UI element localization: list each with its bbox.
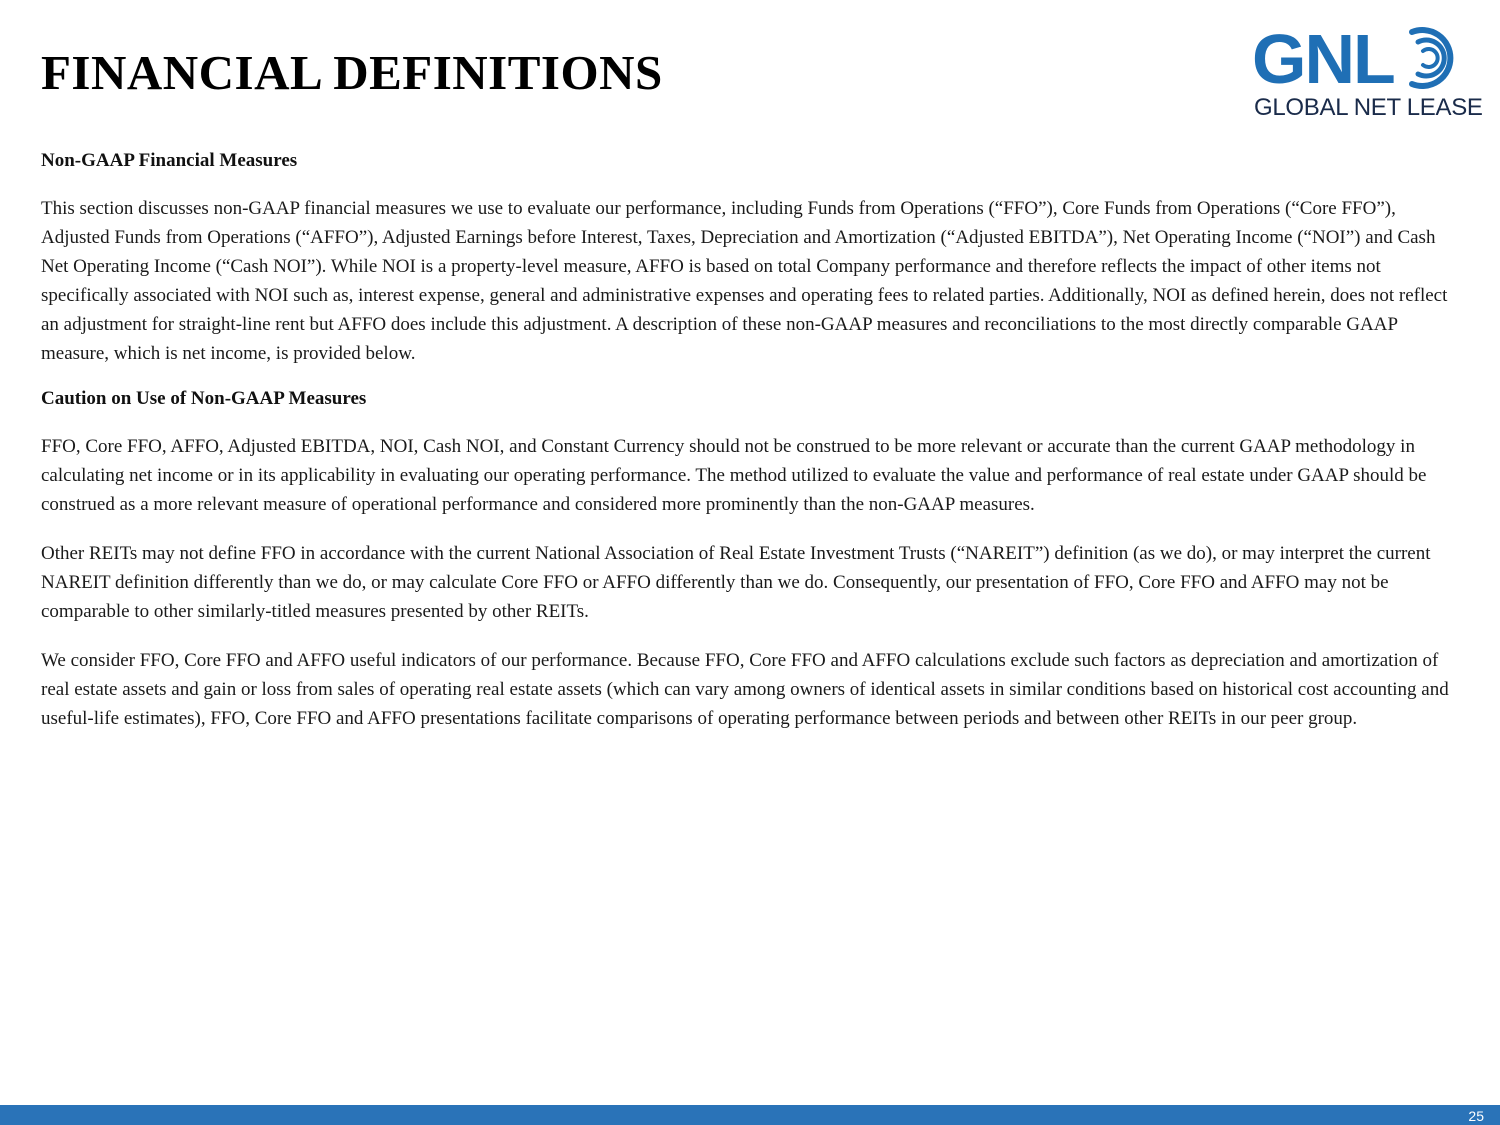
paragraph: Other REITs may not define FFO in accordance with the current National Association of Real Estate Investment Trusts (“NAREIT”) definition (as we do), or may interpret the current NAREIT definition differently than we do, or may calculate Core FFO or AFFO differently than we do. Consequently, our presentation of FFO, Core FFO and AFFO may not be comparable to other similarly-titled measures presented by other REITs. [41, 543, 1431, 622]
page-title: FINANCIAL DEFINITIONS [41, 45, 663, 100]
logo-mark: GNL [1252, 20, 1394, 98]
paragraph: FFO, Core FFO, AFFO, Adjusted EBITDA, NOI, Cash NOI, and Constant Currency should not be construed to be more relevant or accurate than the current GAAP methodology in calculating net income or in its applicability in evaluating our operating performance. The method utilized to evaluate the value and performance of real estate under GAAP should be construed as a more relevant measure of operational performance and considered more prominently than the non-GAAP measures. [41, 436, 1427, 515]
paragraph: We consider FFO, Core FFO and AFFO useful indicators of our performance. Because FFO, Core FFO and AFFO calculations exclude such factors as depreciation and amortization of real estate assets and gain or loss from sales of operating real estate assets (which can vary among owners of identical assets in similar conditions based on historical cost accounting and useful-life estimates), FFO, Core FFO and AFFO presentations facilitate comparisons of operating performance between periods and between other REITs in our peer group. [41, 650, 1449, 729]
section-heading: Caution on Use of Non-GAAP Measures [41, 388, 367, 409]
section-caution [41, 388, 1456, 733]
swirl-logo-icon [1402, 26, 1466, 90]
company-logo [1252, 20, 1483, 124]
page-number: 25 [1468, 1108, 1484, 1124]
logo-tagline: GLOBAL NET LEASE [1254, 94, 1483, 121]
section-heading: Non-GAAP Financial Measures [41, 150, 298, 171]
section-non-gaap [41, 150, 1456, 368]
paragraph: This section discusses non-GAAP financial measures we use to evaluate our performance, including Funds from Operations (“FFO”), Core Funds from Operations (“Core FFO”), Adjusted Funds from Operations (“AFFO”), Adjusted Earnings before Interest, Taxes, Depreciation and Amortization (“Adjusted EBITDA”), Net Operating Income (“NOI”) and Cash Net Operating Income (“Cash NOI”). While NOI is a property-level measure, AFFO is based on total Company performance and therefore reflects the impact of other items not specifically associated with NOI such as, interest expense, general and administrative expenses and operating fees to related parties. Additionally, NOI as defined herein, does not reflect an adjustment for straight-line rent but AFFO does include this adjustment. A description of these non-GAAP measures and reconciliations to the most directly comparable GAAP measure, which is net income, is provided below. [41, 198, 1448, 364]
main-content [41, 150, 1456, 753]
footer-bar [0, 1105, 1500, 1125]
